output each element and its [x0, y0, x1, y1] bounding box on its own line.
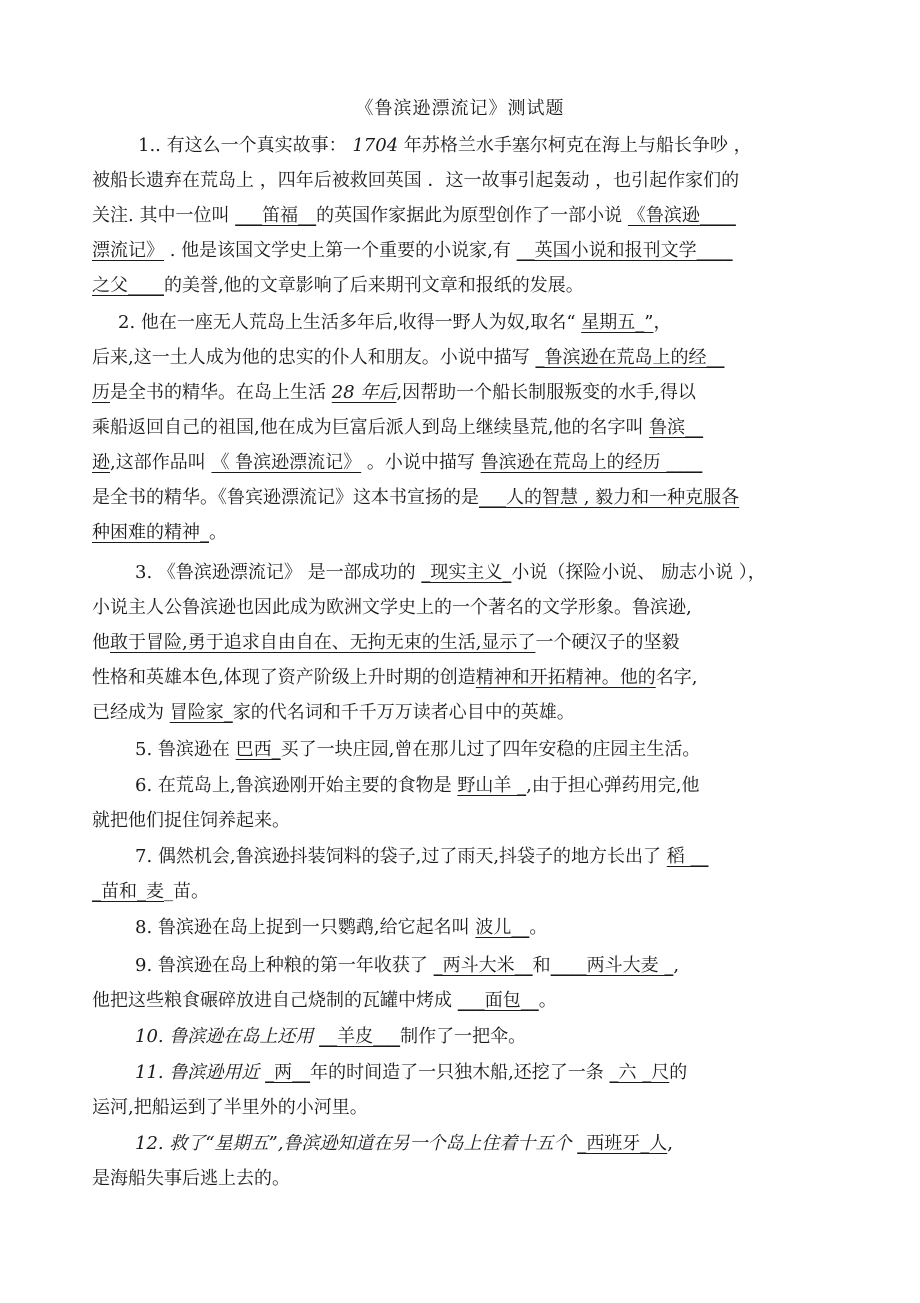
answer-blank: _两斗大米__ — [433, 955, 533, 976]
answer-blank: _现实主义_ — [421, 562, 512, 583]
question-7: 7. 偶然机会,鲁滨逊抖装饲料的袋子,过了雨天,抖袋子的地方长出了 稻 __ _苗和_麦_苗。 — [92, 846, 709, 902]
question-12: 12. 救了“星期五”,鲁滨逊知道在另一个岛上住着十五个 _西班牙_人, 是海船失事后逃上去的。 — [92, 1133, 673, 1189]
question-11: 11. 鲁滨逊用近 _两__年的时间造了一只独木船,还挖了一条 _六 _尺的 运河,把船运到了半里外的小河里。 — [92, 1062, 688, 1118]
question-6: 6. 在荒岛上,鲁滨逊刚开始主要的食物是 野山羊 _,由于担心弹药用完,他 就把他们捉住饲养起来。 — [92, 775, 700, 831]
answer-blank: _鲁滨逊在荒岛上的经__ — [535, 347, 725, 368]
question-9: 9. 鲁滨逊在岛上种粮的第一年收获了 _两斗大米__和____两斗大麦 _, 他把这些粮食碾碎放进自己烧制的瓦罐中烤成 ___面包__。 — [92, 955, 680, 1011]
answer-blank: 稻 __ — [666, 846, 709, 867]
page-title: 《鲁滨逊漂流记》测试题 — [355, 98, 565, 119]
answer-blank: 28 年后 — [331, 382, 397, 403]
answer-blank: 麦 — [146, 881, 164, 902]
answer-blank: _西班牙_人 — [577, 1133, 668, 1154]
answer-blank: 之父____ — [92, 275, 164, 296]
answer-blank: ___面包__ — [457, 990, 539, 1011]
answer-blank: 敢于冒险,勇于追求自由自在、无拘无束的生活,显示了 — [110, 632, 536, 653]
question-1: 1.. 有这么一个真实故事： 1704 年苏格兰水手塞尔柯克在海上与船长争吵 ， 被船长遗弃在荒岛上 ，四年后被救回英国 ．这一故事引起轰动 ，也引起作家们的 关注. 其中一位叫 ___笛福__的英国作家据此为原型创作了一部小说 《鲁滨逊____ 漂流记》 . 他是该国文学史上第一个重要的小说家,有 __英国小说和报刊文学____ 之父____的美誉,他的文章影响了后来期刊文章和报纸的发展。 — [92, 135, 752, 296]
answer-blank: 鲁滨__ — [649, 417, 704, 438]
answer-blank: _两__ — [265, 1062, 311, 1083]
answer-blank: 种困难的精神_ — [92, 522, 209, 543]
answer-blank: 精神和开拓精神。他的 — [475, 667, 656, 688]
answer-blank: _苗和_ — [92, 881, 146, 902]
answer-blank: __羊皮___ — [319, 1026, 401, 1047]
answer-blank: 《鲁滨逊____ — [627, 205, 736, 226]
question-10: 10. 鲁滨逊在岛上还用 __羊皮___制作了一把伞。 — [135, 1026, 527, 1047]
answer-blank: ___笛福__ — [235, 205, 317, 226]
question-8: 8. 鲁滨逊在岛上捉到一只鹦鹉,给它起名叫 波儿__。 — [135, 917, 548, 938]
answer-blank: ___人的智慧 , 毅力和一种克服各 — [479, 487, 740, 508]
answer-blank: 《 鲁滨逊漂流记》 — [211, 452, 362, 473]
answer-blank: _六 _尺 — [609, 1062, 670, 1083]
question-5: 5. 鲁滨逊在 巴西_买了一块庄园,曾在那儿过了四年安稳的庄园主生活。 — [135, 739, 701, 760]
answer-blank: 冒险家_ — [169, 702, 233, 723]
answer-blank: 历 — [92, 382, 110, 403]
answer-blank: ____两斗大麦 _ — [550, 955, 674, 976]
answer-blank: 波儿__ — [475, 917, 530, 938]
question-2: 2. 他在一座无人荒岛上生活多年后,收得一野人为奴,取名“ 星期五_”， 后来,这一土人成为他的忠实的仆人和朋友。小说中描写 _鲁滨逊在荒岛上的经__ 历是全书的精华。在岛上生活 28 年后,因帮助一个船长制服叛变的水手,得以 乘船返回自己的祖国,他在成为巨富后派人到岛上继续垦荒,他的名字叫 鲁滨__ 逊,这部作品叫 《 鲁滨逊漂流记》 。小说中描写 鲁滨逊在荒岛上的经历 ____ 是全书的精华。《鲁宾逊漂流记》这本书宣扬的是___人的智慧 , 毅力和一种克服各 种困难的精神_。 — [92, 312, 740, 543]
answer-blank: 巴西_ — [235, 739, 281, 760]
answer-blank: 漂流记》 — [92, 240, 164, 261]
answer-blank: 星期五_” — [581, 312, 654, 333]
answer-blank: 鲁滨逊在荒岛上的经历 ____ — [480, 452, 703, 473]
answer-blank: 逊 — [92, 452, 110, 473]
question-3: 3. 《鲁滨逊漂流记》 是一部成功的 _现实主义_小说（探险小说、 励志小说 ）， 小说主人公鲁滨逊也因此成为欧洲文学史上的一个著名的文学形象。鲁滨逊, 他敢于冒险,勇于追求自由自在、无拘无束的生活,显示了一个硬汉子的坚毅 性格和英雄本色,体现了资产阶级上升时期的创造精神和开拓精神。他的名字, 已经成为 冒险家_家的代名词和千千万万读者心目中的英雄。 — [92, 562, 766, 723]
answer-blank: 野山羊 _ — [457, 775, 527, 796]
answer-blank: __英国小说和报刊文学____ — [516, 240, 733, 261]
